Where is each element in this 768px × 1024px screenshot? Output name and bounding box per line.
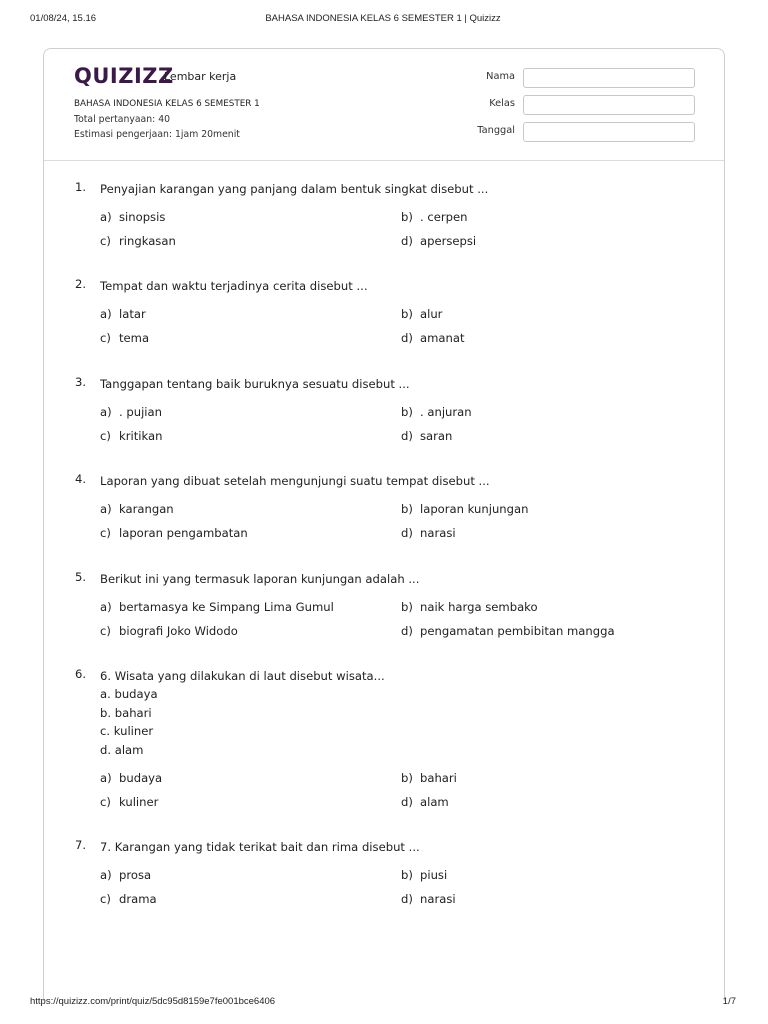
question-text-line: b. bahari [100,705,152,720]
option-text: alam [420,795,449,809]
option-letter: b) [401,405,413,419]
option-d [401,331,465,345]
question-text-line: a. budaya [100,687,158,702]
option-letter: b) [401,307,413,321]
option-text: biografi Joko Widodo [119,624,238,638]
class-label: Kelas [489,98,515,109]
date-label: Tanggal [477,125,515,136]
question-text: Berikut ini yang termasuk laporan kunjungan adalah ... [100,572,420,586]
option-letter: d) [401,526,413,540]
option-text: laporan pengambatan [119,526,248,540]
option-b [401,210,468,224]
option-c [100,892,157,906]
option-text: narasi [420,526,456,540]
option-letter: b) [401,502,413,516]
option-letter: d) [401,429,413,443]
option-b [401,405,472,419]
option-text: tema [119,331,150,345]
option-text: pengamatan pembibitan mangga [420,624,615,638]
option-text: amanat [420,331,465,345]
question-text: Laporan yang dibuat setelah mengunjungi suatu tempat disebut ... [100,474,490,488]
option-a [100,502,174,516]
option-letter: c) [100,892,111,906]
name-field[interactable] [523,68,695,88]
question-number: 4. [75,472,87,486]
worksheet [43,48,725,1001]
option-text: saran [420,429,453,443]
option-text: . anjuran [420,405,472,419]
option-a [100,868,151,882]
option-text: apersepsi [420,234,477,248]
option-c [100,234,176,248]
question-number: 1. [75,180,87,194]
option-b [401,600,538,614]
option-letter: b) [401,771,413,785]
option-text: sinopsis [119,210,166,224]
option-a [100,771,162,785]
option-d [401,624,615,638]
option-letter: b) [401,868,413,882]
option-letter: c) [100,429,111,443]
option-c [100,331,149,345]
option-letter: d) [401,795,413,809]
option-c [100,624,238,638]
option-text: latar [119,307,146,321]
option-letter: c) [100,795,111,809]
option-letter: a) [100,868,112,882]
option-text: piusi [420,868,448,882]
print-page-title: BAHASA INDONESIA KELAS 6 SEMESTER 1 | Quizizz [265,13,501,24]
estimated-time: Estimasi pengerjaan: 1jam 20menit [74,129,240,140]
option-text: laporan kunjungan [420,502,529,516]
option-text: bahari [420,771,457,785]
question-text: Tempat dan waktu terjadinya cerita disebut ... [100,279,368,293]
question-number: 3. [75,375,87,389]
quiz-title: BAHASA INDONESIA KELAS 6 SEMESTER 1 [74,99,260,109]
option-letter: a) [100,307,112,321]
option-letter: d) [401,624,413,638]
question-text-line: d. alam [100,742,144,757]
total-questions: Total pertanyaan: 40 [74,114,171,125]
option-letter: a) [100,210,112,224]
option-c [100,795,158,809]
option-letter: d) [401,234,413,248]
option-letter: b) [401,600,413,614]
question-text-line: c. kuliner [100,724,154,739]
option-c [100,429,162,443]
print-datetime: 01/08/24, 15.16 [30,13,97,24]
question-number: 2. [75,277,87,291]
option-a [100,210,165,224]
question-text [100,667,660,759]
option-a [100,405,162,419]
option-a [100,307,146,321]
option-letter: d) [401,331,413,345]
option-b [401,502,528,516]
question-text: 7. Karangan yang tidak terikat bait dan rima disebut ... [100,840,420,854]
worksheet-header [44,49,724,161]
option-text: bertamasya ke Simpang Lima Gumul [119,600,334,614]
option-text: karangan [119,502,174,516]
question-number: 7. [75,838,87,852]
option-d [401,526,456,540]
option-b [401,771,457,785]
print-footer [30,996,736,1010]
option-text: alur [420,307,443,321]
question-number: 5. [75,570,87,584]
option-a [100,600,334,614]
option-letter: a) [100,600,112,614]
option-letter: b) [401,210,413,224]
class-field[interactable] [523,95,695,115]
option-text: budaya [119,771,163,785]
date-field[interactable] [523,122,695,142]
option-letter: c) [100,624,111,638]
option-letter: c) [100,526,111,540]
option-text: kritikan [119,429,163,443]
option-letter: a) [100,405,112,419]
option-b [401,868,447,882]
worksheet-label: Lembar kerja [164,70,237,83]
option-letter: d) [401,892,413,906]
option-text: ringkasan [119,234,176,248]
question-text: Penyajian karangan yang panjang dalam bentuk singkat disebut ... [100,182,489,196]
option-text: kuliner [119,795,159,809]
option-text: . pujian [119,405,162,419]
option-d [401,429,452,443]
print-url: https://quizizz.com/print/quiz/5dc95d8159e7fe001bce6406 [30,996,276,1007]
print-header [30,13,736,27]
question-number: 6. [75,667,87,681]
option-text: drama [119,892,157,906]
option-d [401,892,456,906]
option-letter: c) [100,234,111,248]
option-d [401,234,476,248]
page-number: 1/7 [722,996,736,1007]
option-d [401,795,449,809]
quizizz-logo: QUIZIZZ [74,64,174,88]
option-text: narasi [420,892,456,906]
option-letter: a) [100,771,112,785]
option-text: . cerpen [420,210,468,224]
option-text: naik harga sembako [420,600,538,614]
option-c [100,526,248,540]
question-text: Tanggapan tentang baik buruknya sesuatu disebut ... [100,377,410,391]
option-letter: a) [100,502,112,516]
option-letter: c) [100,331,111,345]
option-b [401,307,442,321]
name-label: Nama [486,71,515,82]
question-text-line: 6. Wisata yang dilakukan di laut disebut wisata... [100,669,385,683]
option-text: prosa [119,868,152,882]
